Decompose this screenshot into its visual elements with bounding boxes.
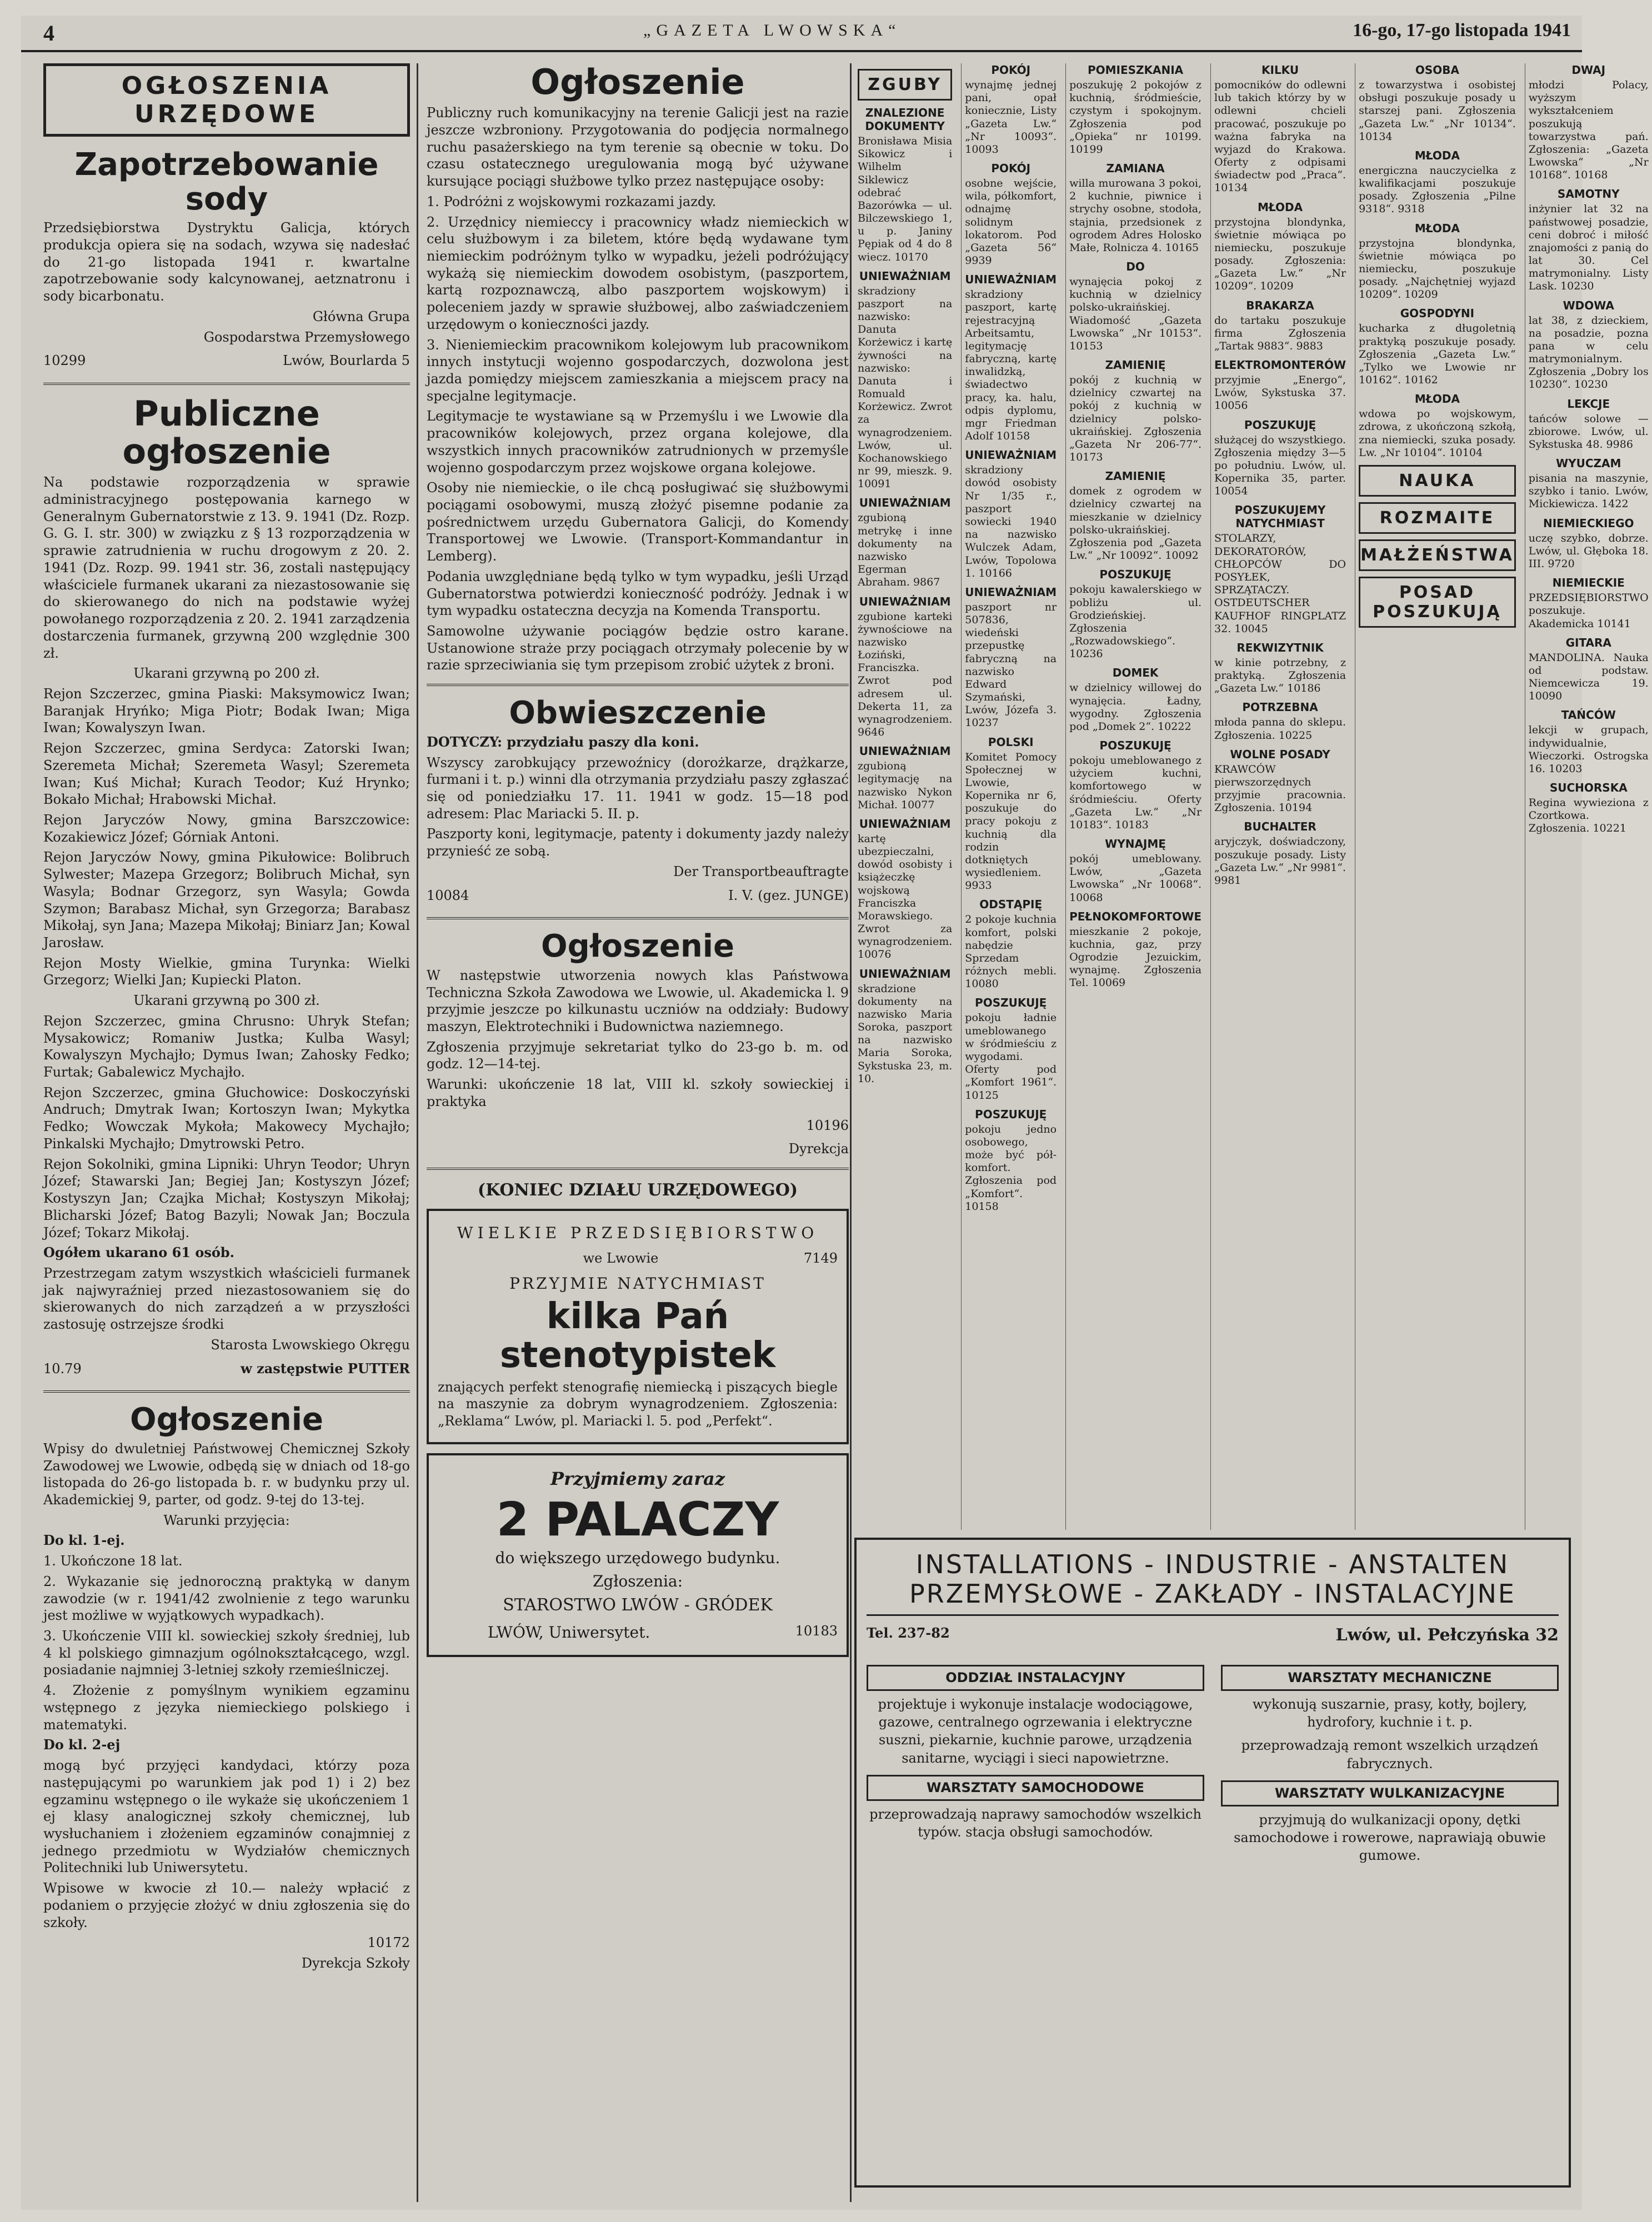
classified-ad-text: wynajęcia pokoj z kuchnią w dzielnicy polsko-ukraińskiej. Wiadomość „Gazeta Lwowska“ „Nr 10153“. 10153 xyxy=(1069,276,1202,352)
classified-ad-heading: WDOWA xyxy=(1563,298,1614,312)
ad-text: znających perfekt stenografię niemiecką i piszących biegle na maszynie za dobrym wynagrodzeniem. Zgłoszenia: „Reklama“ Lwów, pl. Mariacki l. 5. pod „Perfekt“. xyxy=(438,1379,838,1429)
notice-title: Ogłoszenie xyxy=(541,928,734,965)
ad-installations xyxy=(854,1538,1571,2188)
region-list: Rejon Jaryczów Nowy, gmina Pikułowice: Bolibruch Sylwester; Mazepa Grzegorz; Bolibruch Michał, syn Wasyla; Bodnar Grzegorz, syn Wasyla; Gowda Szymon; Barabasz Michał, syn Grzegorza; Barabasz Mikołaj, syn Jana; Mazepa Mikołaj; Biniarz Jan; Kowal Jarosław. xyxy=(43,849,410,950)
notice-text: Wpisy do dwuletniej Państwowej Chemicznej Szkoły Zawodowej we Lwowie, odbędą się w dniach od 18-go listopada do 26-go listopada b. r. w budynku przy ul. Akademickiej 9, parter, od godz. 9-tej do 13-tej. xyxy=(43,1440,410,1508)
ad-number: 10183 xyxy=(795,1623,838,1639)
classified-ad-heading: LEKCJE xyxy=(1567,397,1610,411)
classified-ad-text: skradziony dowód osobisty Nr 1/35 r., paszport sowiecki 1940 na nazwisko Wulczek Adam, Lwów, Topolowa 1. 10166 xyxy=(965,464,1057,579)
ad-line: PRZYJMIE NATYCHMIAST xyxy=(509,1274,766,1293)
classified-ad-heading: KILKU xyxy=(1261,63,1299,77)
classified-ad-text: mieszkanie 2 pokoje, kuchnia, gaz, przy Ogrodzie Jezuickim, wynajmę. Zgłoszenia Tel. 10069 xyxy=(1069,925,1202,989)
classified-ad-heading: DOMEK xyxy=(1112,666,1159,680)
region-list: Rejon Szczerzec, gmina Chrusno: Uhryk Stefan; Mysakowicz; Romaniw Justka; Kulba Wasyl; Kowalyszyn Mychajło; Dymus Iwan; Zahosky Fedko; Furtak; Gabalewicz Mychajło. xyxy=(43,1013,410,1080)
condition-item: 2. Wykazanie się jednoroczną praktyką w danym zawodzie (w r. 1941/42 zwolnienie z tego warunku jest możliwe w wyjątkowych wypadkach). xyxy=(43,1573,410,1624)
ad-text: projektuje i wykonuje instalacje wodociągowe, gazowe, centralnego ogrzewania i elektryczne suszni, piekarnie, kuchnie parowe, urządzenia sanitarne, wyciągi i sieci napowietrzne. xyxy=(878,1696,1193,1766)
classified-ad-text: kartę ubezpieczalni, dowód osobisty i książeczkę wojskową Franciszka Morawskiego. Zwrot za wynagrodzeniem. 10076 xyxy=(858,832,953,961)
classified-ad-text: KRAWCÓW pierwszorzędnych przyjmie pracownia. Zgłoszenia. 10194 xyxy=(1214,763,1346,814)
classified-ad-heading: PEŁNOKOMFORTOWE xyxy=(1069,909,1202,923)
notice-signature: Gospodarstwa Przemysłowego xyxy=(203,329,410,345)
ad-subheading: WARSZTATY MECHANICZNE xyxy=(1221,1665,1559,1690)
classified-ad-text: lat 38, z dzieckiem, na posadzie, pozna pana w celu matrymonialnym. Zgłoszenia „Dobry los 10230“. 10230 xyxy=(1528,314,1649,391)
classified-ad-text: zgubione karteki żywnościowe na nazwisko Łoziński, Franciszka. Zwrot pod adresem ul. Dekerta 11, za wynagrodzeniem. 9646 xyxy=(858,610,953,739)
notice-text: Legitymacje te wystawiane są w Przemyślu i we Lwowie dla pracowników kolejowych, przez organa kolejowe, dla wszystkich innych pracowników zatrudnionych w przemyśle wojenno gospodarczym przez wojskowe organa kolejowe. xyxy=(427,408,849,476)
classified-ad-heading: REKWIZYTNIK xyxy=(1237,640,1324,654)
divider xyxy=(427,917,849,919)
classified-ad-heading: UNIEWAŻNIAM xyxy=(859,967,951,980)
notice-signature: Dyrekcja xyxy=(788,1141,849,1157)
classified-category: ROZMAITE xyxy=(1359,502,1516,534)
page-number: 4 xyxy=(43,21,54,46)
class-heading: Do kl. 2-ej xyxy=(43,1736,121,1753)
ad-headline-pl: PRZEMYSŁOWE - ZAKŁADY - INSTALACYJNE xyxy=(909,1578,1516,1609)
ad-text: wykonują suszarnie, prasy, kotły, bojlery, hydrofory, kuchnie i t. p. xyxy=(1252,1696,1528,1730)
classified-ad-text: wynajmę jednej pani, opał koniecznie, Listy „Gazeta Lw.“ „Nr 10093“. 10093 xyxy=(965,79,1057,156)
classified-ad-text: pokoju kawalerskiego w pobliżu ul. Grodzieńskiej. Zgłoszenia „Rozwadowskiego“. 10236 xyxy=(1069,583,1202,660)
classified-ad-text: przyjmie „Energo“, Lwów, Sykstuska 37. 10056 xyxy=(1214,374,1346,412)
condition-item: mogą być przyjęci kandydaci, którzy poza następującymi po warunkiem jak pod 1) i 2) bez egzaminu wstępnego o ile wykaże się ukończeniem 1 ej klasy analogicznej szkoły chemicznej, lub wysłuchaniem i złożeniem egzaminów conajmniej z jednego przedmiotu w Wydziałów chemicznych Politechniki lub Uniwersytetu. xyxy=(43,1758,410,1876)
classified-ad-heading: UNIEWAŻNIAM xyxy=(859,269,951,283)
notice-point: 2. Urzędnicy niemieccy i pracownicy władz niemieckich w celu służbowym i za biletem, które będą wydawane tym niemieckim podróżnym tylko w wypadku, jeżeli podróżujący wykażą się niemieckim dowodem osobistym, (paszportem, kartą rozpoznawczą, albo paszportem wojskowym) i poleceniem jazdy w sprawie służbowej, albo zaświadczeniem urzędowym o konieczności jazdy. xyxy=(427,214,849,332)
classified-ad-text: Komitet Pomocy Społecznej w Lwowie, Kopernika nr 6, poszukuje do pracy pokoju z kuchnią dla rodzin dotkniętych wysiedleniem. 9933 xyxy=(965,750,1057,892)
section-end: (KONIEC DZIAŁU URZĘDOWEGO) xyxy=(477,1180,798,1200)
ad-address: Lwów, ul. Pełczyńska 32 xyxy=(1335,1625,1559,1645)
classified-ad-heading: UNIEWAŻNIAM xyxy=(859,817,951,830)
section-title: OGŁOSZENIA URZĘDOWE xyxy=(43,63,410,137)
newspaper-page xyxy=(21,16,1649,2210)
notice-title: Ogłoszenie xyxy=(530,62,745,102)
notice-signature: w zastępstwie PUTTER xyxy=(241,1360,410,1377)
classified-ad-text: przystojna blondynka, świetnie mówiąca po niemiecku, poszukuje posady. Zgłoszenia: „Gazeta Lw.“ „Nr 10209“. 10209 xyxy=(1214,216,1346,293)
classified-ad-text: w dzielnicy willowej do wynajęcia. Ładny, wygodny. Zgłoszenia pod „Domek 2“. 10222 xyxy=(1069,682,1202,733)
classified-ad-text: służącej do wszystkiego. Zgłoszenia między 3—5 po południu. Lwów, ul. Kopernika 35, parter. 10054 xyxy=(1214,433,1346,498)
classified-ad-heading: NIEMIECKIEGO xyxy=(1543,516,1634,530)
notice-number: 10.79 xyxy=(43,1360,82,1377)
notice-title: Obwieszczenie xyxy=(509,695,767,732)
region-list: Rejon Szczerzec, gmina Piaski: Maksymowicz Iwan; Baranjak Hryńko; Miga Piotr; Bodak Iwan; Miga Iwan; Kowalyszyn Iwan. xyxy=(43,685,410,736)
classified-category: NAUKA xyxy=(1359,465,1516,497)
ad-text: przyjmują do wulkanizacji opony, dętki samochodowe i rowerowe, naprawiają obuwie gumowe. xyxy=(1234,1811,1546,1864)
classified-ad-heading: MŁODA xyxy=(1414,392,1460,406)
classified-ad-heading: SUCHORSKA xyxy=(1549,781,1628,795)
classified-ad-heading: WYNAJMĘ xyxy=(1105,837,1166,851)
notice-signature: Starosta Lwowskiego Okręgu xyxy=(211,1337,410,1353)
classified-ad-text: w kinie potrzebny, z praktyką. Zgłoszenia „Gazeta Lw.“ 10186 xyxy=(1214,656,1346,695)
classified-ad-text: energiczna nauczycielka z kwalifikacjami poszukuje posady. Zgłoszenia „Pilne 9318“. 9318 xyxy=(1359,164,1516,216)
classified-ad-text: pokój umeblowany. Lwów, „Gazeta Lwowska“ „Nr 10068“. 10068 xyxy=(1069,853,1202,904)
ad-line: we Lwowie xyxy=(583,1250,659,1267)
notice-signature: Główna Grupa xyxy=(312,308,410,324)
ad-headline-de: INSTALLATIONS - INDUSTRIE - ANSTALTEN xyxy=(915,1549,1510,1579)
classified-ad-text: skradziony paszport na nazwisko: Danuta Korżewicz i kartę żywności na nazwisko: Danuta i Romuald Korżewicz. Zwrot za wynagrodzeniem. Lwów, ul. Kochanowskiego nr 99, mieszk. 9. 10091 xyxy=(858,284,953,491)
classified-ad-text: PRZEDSIĘBIORSTWO poszukuje. Akademicka 10141 xyxy=(1528,592,1649,630)
classified-ad-text: pokoju umeblowanego z użyciem kuchni, komfortowego w śródmieściu. Oferty „Gazeta Lw.“ „Nr 10183“. 10183 xyxy=(1069,754,1202,831)
ad-headline xyxy=(867,1550,1559,1616)
classified-ad-heading: DWAJ xyxy=(1571,63,1606,77)
classified-ad-text: 2 pokoje kuchnia komfort, polski nabędzie Sprzedam różnych mebli. 10080 xyxy=(965,913,1057,990)
fine-heading: Ukarani grzywną po 300 zł. xyxy=(133,993,320,1009)
classified-ad-heading: POSZUKUJĘ xyxy=(1099,739,1172,753)
classified-ad-heading: POKÓJ xyxy=(991,63,1031,77)
classified-ad-heading: POSZUKUJĘ xyxy=(975,1107,1047,1121)
official-notices-column-2 xyxy=(427,63,849,2202)
notice-signature: Der Transportbeauftragte xyxy=(673,863,849,879)
conditions-heading: Warunki przyjęcia: xyxy=(163,1512,290,1528)
classified-ad-heading: GITARA xyxy=(1565,635,1611,649)
classified-ad-text: pomocników do odlewni lub takich którzy by w odlewni chcieli pracować, poszukuje po ważna fabryka na wyjazd do Krakowa. Oferty z odpisami świadectw pod „Praca“. 10134 xyxy=(1214,79,1346,194)
classified-ad-heading: ZAMIANA xyxy=(1106,162,1165,176)
ad-subheading: ODDZIAŁ INSTALACYJNY xyxy=(867,1665,1204,1690)
notice-signature: I. V. (gez. JUNGE) xyxy=(728,887,849,903)
classified-ad-heading: MŁODA xyxy=(1414,221,1460,235)
notice-point: 3. Nieniemieckim pracownikom kolejowym lub pracownikom innych instytucji wojenno gospodarczych, dozwolona jest jazda pomiędzy miejscem zamieszkania a miejscem pracy na specjalne legitymacje. xyxy=(427,337,849,404)
notice-subject: DOTYCZY: przydziału paszy dla koni. xyxy=(427,733,699,750)
classified-ad-text: pokój z kuchnią w dzielnicy czwartej na pokój z kuchnią w dzielnicy polsko-ukraińskiej. Zgłoszenia „Gazeta Nr 206-77“. 10173 xyxy=(1069,374,1202,464)
classified-ad-text: przystojna blondynka, świetnie mówiąca po niemiecku, poszukuje posady. „Najchętniej wyjazd 10209“. 10209 xyxy=(1359,237,1516,301)
classified-ad-text: domek z ogrodem w dzielnicy czwartej na mieszkanie w dzielnicy polsko-ukraińskiej. Zgłoszenia pod „Gazeta Lw.“ „Nr 10092“. 10092 xyxy=(1069,485,1202,562)
classified-ad-text: skradzione dokumenty na nazwisko Maria Soroka, paszport na nazwisko Maria Soroka, Sykstuska 23, m. 10. xyxy=(858,982,953,1085)
notice-point: 1. Podróżni z wojskowymi rozkazami jazdy. xyxy=(427,193,717,209)
notice-title: Ogłoszenie xyxy=(130,1402,323,1438)
classified-ad-text: zgubioną legitymację na nazwisko Nykon Michał. 10077 xyxy=(858,760,953,811)
notice-title: Publiczne ogłoszenie xyxy=(122,393,331,472)
region-list: Rejon Sokolniki, gmina Lipniki: Uhryn Teodor; Uhryn Józef; Stawarski Jan; Begiej Jan; Kostyszyn Józef; Kostyszyn Jan; Czajka Michał; Kostyszyn Mikołaj; Blicharski Józef; Batog Bazyli; Nowak Jan; Boczula Józef; Tokarz Mikołaj. xyxy=(43,1156,410,1240)
ad-subheading: WARSZTATY WULKANIZACYJNE xyxy=(1221,1780,1559,1806)
classified-ad-text: pokoju jedno osobowego, może być pół-komfort. Zgłoszenia pod „Komfort“. 10158 xyxy=(965,1123,1057,1213)
ad-text: przeprowadzają remont wszelkich urządzeń fabrycznych. xyxy=(1241,1738,1539,1771)
notice-signature: Lwów, Bourlarda 5 xyxy=(283,353,410,369)
classified-ad-heading: SAMOTNY xyxy=(1557,187,1620,201)
classified-column xyxy=(1525,63,1652,1530)
official-notices-column xyxy=(43,63,410,2202)
ad-line: LWÓW, Uniwersytet. xyxy=(488,1623,650,1642)
column-divider xyxy=(850,63,852,2202)
ad-text: przeprowadzają naprawy samochodów wszelkich typów. stacja obsługi samochodów. xyxy=(869,1806,1202,1840)
classified-ad-heading: UNIEWAŻNIAM xyxy=(965,448,1057,462)
notice-title: Zapotrzebowanie sody xyxy=(74,147,379,217)
classified-ad-text: pokoju ładnie umeblowanego w śródmieściu z wygodami. Oferty pod „Komfort 1961“. 10125 xyxy=(965,1012,1057,1102)
ad-stokers xyxy=(427,1453,849,1657)
classified-category: POSAD POSZUKUJĄ xyxy=(1359,577,1516,628)
classified-category: ZGUBY xyxy=(858,69,952,101)
classified-ad-heading: UNIEWAŻNIAM xyxy=(965,585,1057,599)
classified-ad-text: zgubioną metrykę i inne dokumenty na nazwisko Egerman Abraham. 9867 xyxy=(858,512,953,589)
classified-ad-text: willa murowana 3 pokoi, 2 kuchnie, piwnice i strychy osobne, stodoła, stajnia, przedsionek z ogrodem Adres Holosko Małe, Rolnicza 4. 10165 xyxy=(1069,177,1202,254)
classified-ad-text: do tartaku poszukuje firma Zgłoszenia „Tartak 9883“. 9883 xyxy=(1214,314,1346,352)
classified-ad-heading: OSOBA xyxy=(1415,63,1459,77)
ad-line: Zgłoszenia: xyxy=(592,1572,683,1590)
column-divider xyxy=(417,63,418,2202)
classified-ad-heading: UNIEWAŻNIAM xyxy=(965,273,1057,287)
classified-ad-text: poszukuję 2 pokojów z kuchnią, śródmieście, czystym i spokojnym. Zgłoszenia pod „Opieka“ nr 10199. 10199 xyxy=(1069,79,1202,156)
fee-text: Wpisowe w kwocie zł 10.— należy wpłacić z podaniem o przyjęcie złożyć w dniu zgłoszenia się do szkoły. xyxy=(43,1880,410,1930)
classified-ad-heading: UNIEWAŻNIAM xyxy=(859,496,951,510)
classified-ad-heading: ZAMIENIĘ xyxy=(1105,469,1166,483)
classified-ad-text: skradziony paszport, kartę rejestracyjną Arbeitsamtu, legitymację fabryczną, kartę inwalidzką, świadectwo pracy, ka. halu, odpis dyplomu, mgr Friedman Adolf 10158 xyxy=(965,288,1057,443)
classified-ad-heading: ODSTĄPIĘ xyxy=(979,898,1043,912)
class-heading: Do kl. 1-ej. xyxy=(43,1532,125,1549)
classified-column xyxy=(961,63,1060,1530)
classified-ad-heading: POMIESZKANIA xyxy=(1087,63,1184,77)
classifieds-section xyxy=(854,63,1649,1530)
classified-ad-heading: BRAKARZA xyxy=(1246,298,1314,312)
divider xyxy=(427,684,849,686)
classified-ad-heading: POSZUKUJĘ xyxy=(975,996,1047,1010)
classified-ad-text: pisania na maszynie, szybko i tanio. Lwów, Mickiewicza. 1422 xyxy=(1528,472,1649,511)
page-header xyxy=(21,16,1582,52)
notice-text: Zgłoszenia przyjmuje sekretariat tylko do 23-go b. m. od godz. 12—14-tej. xyxy=(427,1039,849,1072)
classified-ad-heading: MŁODA xyxy=(1257,200,1303,214)
ad-headline: kilka Pań stenotypistek xyxy=(499,1295,776,1377)
classified-ad-heading: POSZUKUJĘ xyxy=(1099,568,1172,582)
notice-text: Wszyscy zarobkujący przewoźnicy (dorożkarze, drążkarze, furmani i t. p.) winni dla otrzymania przydziału paszy zgłaszać się od poniedziałku 17. 11. 1941 w godz. 15—18 pod adresem: Plac Mariacki 5. II. p. xyxy=(427,754,849,822)
classified-ad-heading: WOLNE POSADY xyxy=(1230,747,1330,761)
classified-ad-text: Bronisława Misia Sikowicz i Wilhelm Siklewicz odebrać Bazorówka — ul. Bilczewskiego 1, u p. Janiny Pępiak od 4 do 8 wiecz. 10170 xyxy=(858,135,953,263)
notice-number: 10172 xyxy=(367,1935,410,1951)
classified-ad-heading: GOSPODYNI xyxy=(1400,307,1475,321)
region-list: Rejon Mosty Wielkie, gmina Turynka: Wielki Grzegorz; Wielki Jan; Kupiecki Platon. xyxy=(43,955,410,988)
notice-text: Podania uwzględniane będą tylko w tym wypadku, jeśli Urząd Gubernatorstwa potwierdzi konieczność podróży. Jednak i w tym wypadku ostateczna decyzja na Komenda Transportu. xyxy=(427,568,849,619)
classified-column xyxy=(1065,63,1205,1530)
issue-date: 16-go, 17-go listopada 1941 xyxy=(1353,20,1571,41)
classified-ad-text: kucharka z długoletnią praktyką poszukuje posady. Zgłoszenia „Gazeta Lw.“ „Tylko we Lwowie nr 10162“. 10162 xyxy=(1359,322,1516,387)
region-list: Rejon Jaryczów Nowy, gmina Barszczowice: Kozakiewicz Józef; Górniak Antoni. xyxy=(43,812,410,845)
notice-text: Przedsiębiorstwa Dystryktu Galicja, których produkcja opiera się na sodach, wzywa się nadesłać do 21-go listopada 1941 r. kwartalne zapotrzebowanie sody kalcynowanej, aetznatronu i sody bicarbonatu. xyxy=(43,220,410,304)
classified-ad-heading: ELEKTROMONTERÓW xyxy=(1214,358,1346,372)
classified-ad-text: uczę szybko, dobrze. Lwów, ul. Głęboka 18. III. 9720 xyxy=(1528,532,1649,570)
classified-ad-text: osobne wejście, wila, półkomfort, odnajmę solidnym lokatorom. Pod „Gazeta 56“ 9939 xyxy=(965,177,1057,267)
notice-text: Warunki: ukończenie 18 lat, VIII kl. szkoły sowieckiej i praktyka xyxy=(427,1077,849,1109)
total: Ogółem ukarano 61 osób. xyxy=(43,1244,235,1261)
condition-item: 3. Ukończenie VIII kl. sowieckiej szkoły średniej, lub 4 kl polskiego gimnazjum ogólnokształcącego, wzgl. posiadanie najmniej 3-letniej szkoły rzemieślniczej. xyxy=(43,1628,410,1678)
warning-text: Przestrzegam zatym wszystkich właścicieli furmanek jak najwyraźniej przed niezastosowaniem się do skierowanych do nich zarządzeń a w przyszłości zastosuję ostrzejsze środki xyxy=(43,1265,410,1333)
classified-ad-text: inżynier lat 32 na państwowej posadzie, ceni dobroć i miłość znajomości z panią do lat 30. Cel matrymonialny. Listy Lask. 10230 xyxy=(1528,203,1649,293)
classified-category: MAŁŻEŃSTWA xyxy=(1359,539,1516,571)
region-list: Rejon Szczerzec, gmina Głuchowice: Doskoczyński Andruch; Dmytrak Iwan; Kortoszyn Iwan; Mykytka Fedko; Wowczak Mykoła; Makowecy Mychajło; Pinkalski Mychajło; Dmytrowski Petro. xyxy=(43,1084,410,1152)
region-list: Rejon Szczerzec, gmina Serdyca: Zatorski Iwan; Szeremeta Michał; Szeremeta Wasyl; Szeremeta Iwan; Kuś Michał; Kurach Teodor; Kuź Hrynko; Bokało Michał; Hrabowski Michał. xyxy=(43,740,410,808)
classified-ad-text: z towarzystwa i osobistej obsługi poszukuje posady u starszej pani. Zgłoszenia „Gazeta Lw.“ „Nr 10134“. 10134 xyxy=(1359,79,1516,143)
classified-ad-heading: UNIEWAŻNIAM xyxy=(859,744,951,758)
ad-phone: Tel. 237-82 xyxy=(867,1624,950,1641)
classified-ad-heading: DO xyxy=(1126,260,1145,274)
classified-column xyxy=(854,63,955,1530)
ad-subheading: WARSZTATY SAMOCHODOWE xyxy=(867,1775,1204,1800)
classified-ad-text: tańców solowe — zbiorowe. Lwów, ul. Sykstuska 48. 9986 xyxy=(1528,412,1649,451)
divider xyxy=(43,1390,410,1393)
notice-number: 10196 xyxy=(806,1117,849,1133)
classified-ad-text: lekcji w grupach, indywidualnie, Wieczorki. Ostrogska 16. 10203 xyxy=(1528,724,1649,775)
ad-line: do większego urzędowego budynku. xyxy=(495,1549,780,1568)
classified-ad-heading: BUCHALTER xyxy=(1244,820,1316,834)
ad-number: 7149 xyxy=(803,1250,838,1267)
ad-headline: 2 PALACZY xyxy=(496,1492,779,1547)
classified-ad-heading: POKÓJ xyxy=(991,162,1031,176)
notice-text: Osoby nie niemieckie, o ile chcą posługiwać się służbowymi pociągami osobowymi, muszą złożyć pisemne podanie za pośrednictwem urzędu Gubernatora Galicji, do Komendy Transportowej we Lwowie. (Transport-Kommandantur in Lemberg). xyxy=(427,480,849,564)
classified-column xyxy=(1210,63,1349,1530)
classified-ad-text: STOLARZY, DEKORATORÓW, CHŁOPCÓW DO POSYŁEK, SPRZĄTACZY. OSTDEUTSCHER KAUFHOF RINGPLATZ 32. 10045 xyxy=(1214,532,1346,635)
classified-ad-text: młoda panna do sklepu. Zgłoszenia. 10225 xyxy=(1214,716,1346,742)
classified-ad-text: aryjczyk, doświadczony, poszukuje posady. Listy „Gazeta Lw.“ „Nr 9981“. 9981 xyxy=(1214,835,1346,887)
divider xyxy=(427,1168,849,1170)
notice-number: 10084 xyxy=(427,887,469,903)
notice-text: Na podstawie rozporządzenia w sprawie administracyjnego postępowania karnego w Generalnym Gubernatorstwie z 13. 9. 1941 (Dz. Rozp. G. G. I. str. 300) w związku z § 13 rozporządzenia w sprawie zatrudnienia w ruchu drogowym z 20. 2. 1941 (Dz. Rozp. 99. 1941 str. 36, zostali następujący właściciele furmanek ukarani za niezastosowanie się do skierowanego do nich na podstawie wyżej powołanego rozporządzenia z 20. 2. 1941 zarządzenia dostarczenia furmanek, grzywną 200 względnie 300 zł. xyxy=(43,474,410,661)
classified-ad-text: MANDOLINA. Nauka od podstaw. Niemcewicza 19. 10090 xyxy=(1528,651,1649,703)
classified-ad-heading: POLSKI xyxy=(988,735,1034,749)
masthead: „GAZETA LWOWSKA“ xyxy=(643,21,902,39)
notice-text: W następstwie utworzenia nowych klas Państwowa Techniczna Szkoła Zawodowa we Lwowie, ul. Akademicka l. 9 przyjmie jeszcze po kilkunastu uczniów na oddziały: Budowy maszyn, Elektrotechniki i Budownictwa naziemnego. xyxy=(427,967,849,1034)
classified-ad-heading: POSZUKUJEMY NATYCHMIAST xyxy=(1234,503,1326,531)
classified-ad-heading: MŁODA xyxy=(1414,148,1460,162)
classified-ad-text: Regina wywieziona z Czortkowa. Zgłoszenia. 10221 xyxy=(1528,797,1649,835)
classified-ad-heading: NIEMIECKIE xyxy=(1552,576,1625,590)
notice-number: 10299 xyxy=(43,353,86,369)
classified-ad-heading: ZNALEZIONE DOKUMENTY xyxy=(865,106,945,133)
condition-item: 4. Złożenie z pomyślnym wynikiem egzaminu wstępnego z języka niemieckiego polskiego i matematyki. xyxy=(43,1683,410,1733)
classified-ad-heading: POTRZEBNA xyxy=(1242,700,1318,714)
ad-stenotypists xyxy=(427,1209,849,1444)
notice-text: Samowolne używanie pociągów będzie ostro karane. Ustanowione straże przy pociągach otrzymały polecenie by w razie sprzeciwiania się tym przepisom zrobić użytek z broni. xyxy=(427,623,849,673)
classified-ad-heading: UNIEWAŻNIAM xyxy=(859,594,951,608)
classified-ad-heading: POSZUKUJĘ xyxy=(1244,418,1316,432)
classified-ad-heading: WYUCZAM xyxy=(1556,457,1621,471)
classified-ad-text: młodzi Polacy, wyższym wykształceniem poszukują towarzystwa pań. Zgłoszenia: „Gazeta Lwowska“ „Nr 10168“. 10168 xyxy=(1528,79,1649,182)
notice-signature: Dyrekcja Szkoły xyxy=(301,1955,410,1971)
notice-text: Paszporty koni, legitymacje, patenty i dokumenty jazdy należy przynieść ze sobą. xyxy=(427,826,849,859)
classified-ad-heading: ZAMIENIĘ xyxy=(1105,358,1166,372)
condition-item: 1. Ukończone 18 lat. xyxy=(43,1553,183,1569)
ad-line: Przyjmiemy zaraz xyxy=(550,1468,725,1489)
classified-column xyxy=(1355,63,1519,1530)
ad-line: STAROSTWO LWÓW - GRÓDEK xyxy=(503,1595,773,1615)
fine-heading: Ukarani grzywną po 200 zł. xyxy=(133,665,320,682)
ad-line: WIELKIE PRZEDSIĘBIORSTWO xyxy=(457,1224,819,1243)
classified-ad-text: paszport nr 507836, wiedeński przepustkę fabryczną na nazwisko Edward Szymański, Lwów, Józefa 3. 10237 xyxy=(965,600,1057,729)
notice-text: Publiczny ruch komunikacyjny na terenie Galicji jest na razie jeszcze wzbroniony. Przygotowania do podjęcia normalnego ruchu pasażerskiego na tym terenie są obecnie w toku. Do czasu ostatecznego uregulowania mogą być używane kursujące pociągi służbowe tylko przez następujące osoby: xyxy=(427,105,849,189)
classified-ad-text: wdowa po wojskowym, zdrowa, z ukończoną szkołą, zna niemiecki, szuka posady. Lw. „Nr 10104“. 10104 xyxy=(1359,408,1516,459)
classified-ad-heading: TAŃCÓW xyxy=(1561,708,1616,722)
divider xyxy=(43,383,410,385)
